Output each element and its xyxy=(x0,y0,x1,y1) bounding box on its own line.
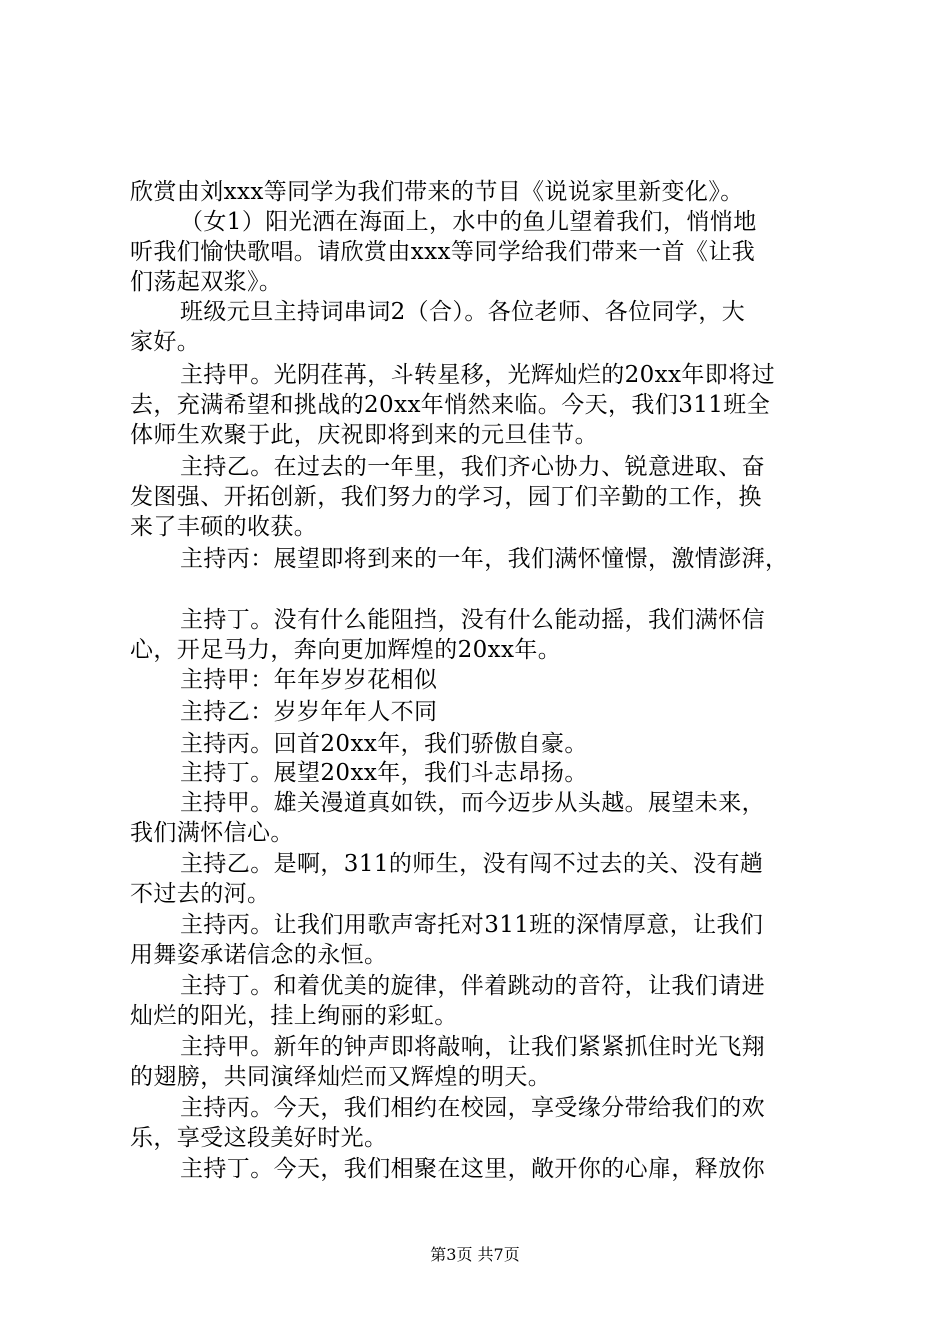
text-line: 来了丰硕的收获。 xyxy=(130,514,318,540)
text-line: 们荡起双浆》。 xyxy=(130,269,283,295)
text-line: 主持乙。是啊，311的师生，没有闯不过去的关、没有趟 xyxy=(180,851,764,877)
text-line: 用舞姿承诺信念的永恒。 xyxy=(130,942,388,968)
text-line: 不过去的河。 xyxy=(130,881,271,907)
text-line: 体师生欢聚于此，庆祝即将到来的元旦佳节。 xyxy=(130,422,598,448)
text-line: 班级元旦主持词串词2（合）。各位老师、各位同学，大 xyxy=(180,299,746,325)
text-line: 主持甲。雄关漫道真如铁，而今迈步从头越。展望未来， xyxy=(180,790,765,816)
text-line: 主持丙：展望即将到来的一年，我们满怀憧憬，激情澎湃， xyxy=(180,546,789,572)
text-line: （女1）阳光洒在海面上，水中的鱼儿望着我们，悄悄地 xyxy=(180,209,757,235)
text-line: 发图强、开拓创新，我们努力的学习，园丁们辛勤的工作，换 xyxy=(130,484,762,510)
text-line: 主持丙。让我们用歌声寄托对311班的深情厚意，让我们 xyxy=(180,912,764,938)
page-footer: 第3页 共7页 xyxy=(430,1245,520,1264)
text-line: 主持丁。展望20xx年，我们斗志昂扬。 xyxy=(180,760,588,786)
text-line: 主持丙。回首20xx年，我们骄傲自豪。 xyxy=(180,731,588,757)
text-line: 主持丁。和着优美的旋律，伴着跳动的音符，让我们请进 xyxy=(180,973,765,999)
text-line: 的翅膀，共同演绎灿烂而又辉煌的明天。 xyxy=(130,1064,552,1090)
text-line: 主持甲：年年岁岁花相似 xyxy=(180,667,438,693)
text-line: 我们满怀信心。 xyxy=(130,820,294,846)
text-line: 灿烂的阳光，挂上绚丽的彩虹。 xyxy=(130,1003,458,1029)
text-line: 主持丁。没有什么能阻挡，没有什么能动摇，我们满怀信 xyxy=(180,607,765,633)
text-line: 心，开足马力，奔向更加辉煌的20xx年。 xyxy=(130,637,562,663)
text-line: 主持乙：岁岁年年人不同 xyxy=(180,699,438,725)
text-line: 主持丙。今天，我们相约在校园，享受缘分带给我们的欢 xyxy=(180,1095,765,1121)
text-line: 主持丁。今天，我们相聚在这里，敞开你的心扉，释放你 xyxy=(180,1156,765,1182)
text-line: 主持甲。光阴荏苒，斗转星移，光辉灿烂的20xx年即将过 xyxy=(180,362,776,388)
text-line: 家好。 xyxy=(130,329,201,355)
text-line: 主持甲。新年的钟声即将敲响，让我们紧紧抓住时光飞翔 xyxy=(180,1034,765,1060)
text-line: 去，充满希望和挑战的20xx年悄然来临。今天，我们311班全 xyxy=(130,392,771,418)
text-line: 乐，享受这段美好时光。 xyxy=(130,1125,388,1151)
text-line: 听我们愉快歌唱。请欣赏由xxx等同学给我们带来一首《让我 xyxy=(130,239,756,265)
text-line: 欣赏由刘xxx等同学为我们带来的节目《说说家里新变化》。 xyxy=(130,179,744,205)
text-line: 主持乙。在过去的一年里，我们齐心协力、锐意进取、奋 xyxy=(180,454,765,480)
